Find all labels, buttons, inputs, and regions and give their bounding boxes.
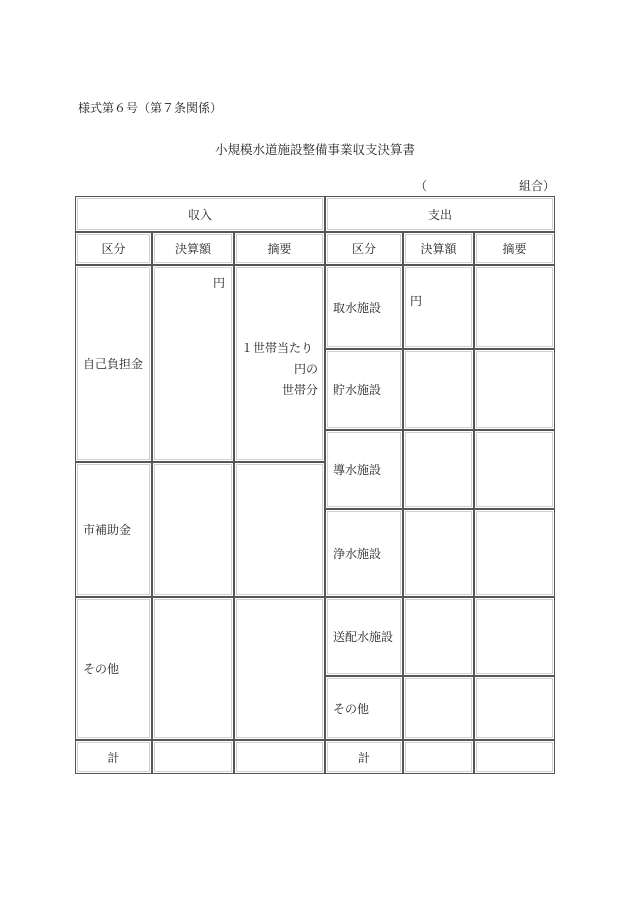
expense-distribution-amount	[403, 597, 474, 676]
expense-intake-remarks	[474, 265, 555, 349]
settlement-table	[75, 196, 555, 774]
expense-purification-label: 浄水施設	[325, 509, 403, 597]
income-self-burden-label: 自己負担金	[75, 265, 152, 462]
yen-unit: 円	[212, 276, 225, 290]
expense-total-remarks	[474, 740, 555, 774]
expense-distribution-remarks	[474, 597, 555, 676]
income-col-amount: 決算額	[152, 232, 234, 265]
expense-conveyance-label: 導水施設	[325, 430, 403, 509]
note-line2: 円の	[293, 362, 318, 376]
income-other-remarks	[234, 597, 325, 740]
income-city-subsidy-amount	[152, 462, 234, 597]
expense-intake-label: 取水施設	[325, 265, 403, 349]
income-total-label: 計	[75, 740, 152, 774]
expense-storage-label: 貯水施設	[325, 349, 403, 430]
expense-total-amount	[403, 740, 474, 774]
expense-distribution-label: 送配水施設	[325, 597, 403, 676]
income-self-burden-remarks	[234, 265, 325, 462]
income-header: 収入	[75, 196, 325, 232]
income-col-remarks: 摘要	[234, 232, 325, 265]
expense-intake-amount	[403, 265, 474, 349]
expense-purification-amount	[403, 509, 474, 597]
document-title: 小規模水道施設整備事業収支決算書	[214, 142, 415, 157]
income-other-label: その他	[75, 597, 152, 740]
expense-col-amount: 決算額	[403, 232, 474, 265]
expense-storage-remarks	[474, 349, 555, 430]
note-line1: １世帯当たり	[241, 341, 314, 355]
expense-other-remarks	[474, 676, 555, 740]
per-household-note	[235, 338, 318, 401]
union-open-paren: （	[415, 179, 428, 193]
form-number: 様式第６号（第７条関係）	[78, 101, 223, 115]
yen-unit: 円	[410, 294, 423, 308]
expense-col-remarks: 摘要	[474, 232, 555, 265]
expense-conveyance-remarks	[474, 430, 555, 509]
income-city-subsidy-label: 市補助金	[75, 462, 152, 597]
union-label: 組合）	[518, 179, 555, 193]
income-col-category: 区分	[75, 232, 152, 265]
income-other-amount	[152, 597, 234, 740]
expense-storage-amount	[403, 349, 474, 430]
income-total-amount	[152, 740, 234, 774]
note-line3: 世帯分	[281, 383, 318, 397]
income-total-remarks	[234, 740, 325, 774]
expense-conveyance-amount	[403, 430, 474, 509]
expense-other-label: その他	[325, 676, 403, 740]
expense-other-amount	[403, 676, 474, 740]
expense-header: 支出	[325, 196, 555, 232]
expense-total-label: 計	[325, 740, 403, 774]
expense-purification-remarks	[474, 509, 555, 597]
income-self-burden-amount	[152, 265, 234, 462]
income-city-subsidy-remarks	[234, 462, 325, 597]
expense-col-category: 区分	[325, 232, 403, 265]
